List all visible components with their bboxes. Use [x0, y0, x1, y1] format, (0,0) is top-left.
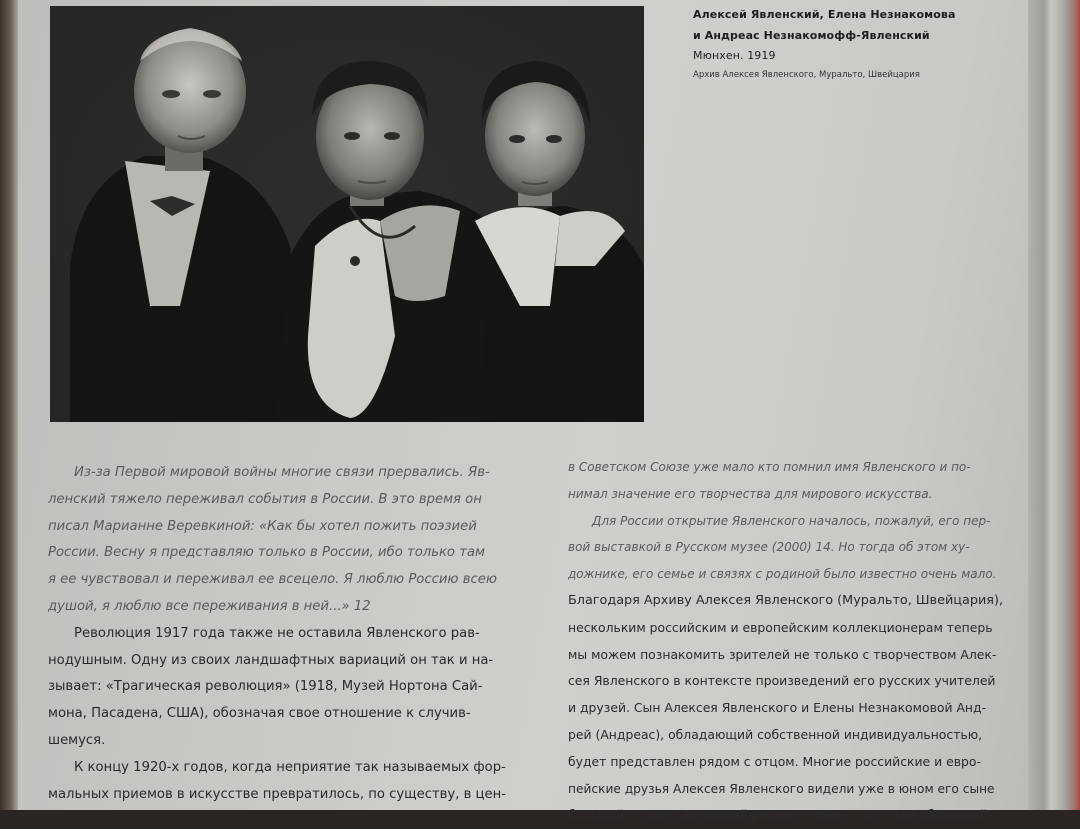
text-line: сея Явленского в контексте произведений его русских учителей: [568, 673, 996, 689]
photo-caption: [693, 4, 973, 83]
text-line: вой выставкой в Русском музее (2000) 14. Но тогда об этом ху-: [568, 540, 970, 555]
text-line: шемуся.: [48, 732, 106, 748]
text-line: Для России открытие Явленского началось, пожалуй, его пер-: [592, 513, 991, 528]
text-line: мальных приемов в искусстве превратилось, по существу, в цен-: [48, 786, 507, 802]
text-line: мы можем познакомить зрителей не только с творчеством Алек-: [568, 646, 997, 662]
text-line: писал Марианне Веревкиной: «Как бы хотел пожить поэзией: [48, 518, 477, 534]
text-line: России. Весну я представляю только в России, ибо только там: [48, 545, 485, 561]
text-line: Из-за Первой мировой войны многие связи прервались. Яв-: [74, 465, 490, 480]
text-line: Благодаря Архиву Алексея Явленского (Муральто, Швейцария),: [568, 592, 1004, 608]
text-line: зывает: «Трагическая революция» (1918, Музей Нортона Сай-: [48, 679, 483, 695]
caption-place-year: Мюнхен. 1919: [693, 49, 776, 62]
text-line: и друзей. Сын Алексея Явленского и Елены Незнакомовой Анд-: [568, 700, 987, 716]
text-column-left: [48, 460, 548, 808]
text-line: пейские друзья Алексея Явленского видели уже в юном его сыне: [568, 781, 995, 796]
page-binding-shadow: [0, 0, 18, 810]
historical-photograph: [50, 6, 644, 422]
text-line: нимал значение его творчества для мирового искусства.: [568, 486, 933, 501]
text-line: нескольким российским и европейским коллекционерам теперь: [568, 619, 993, 635]
text-column-right: [568, 454, 1038, 829]
text-line: Революция 1917 года также не оставила Явленского рав-: [74, 625, 480, 641]
text-line: я ее чувствовал и переживал ее всецело. Я люблю Россию всею: [48, 572, 497, 588]
text-line: будет представлен рядом с отцом. Многие российские и евро-: [568, 753, 981, 769]
text-line: в Советском Союзе уже мало кто помнил имя Явленского и по-: [568, 460, 971, 474]
text-line: мона, Пасадена, США), обозначая свое отношение к случив-: [48, 706, 471, 722]
text-line: дожнике, его семье и связях с родиной было известно очень мало.: [568, 567, 997, 582]
text-line: душой, я люблю все переживания в ней...» 12: [48, 598, 371, 614]
text-line: рей (Андреас), обладающий собственной индивидуальностью,: [568, 726, 983, 742]
caption-line: Алексей Явленский, Елена Незнакомова: [693, 8, 956, 21]
caption-archive: Архив Алексея Явленского, Муральто, Швейцария: [693, 70, 920, 80]
text-line: нодушным. Одну из своих ландшафтных вариаций он так и на-: [48, 652, 494, 668]
text-line: большой талант. Выросший рядом с отцом, с детства общавший-: [568, 808, 992, 823]
text-line: К концу 1920-х годов, когда неприятие так называемых фор-: [74, 759, 506, 775]
caption-line: и Андреас Незнакомофф-Явленский: [693, 29, 930, 42]
photo-illustration: [50, 6, 644, 422]
text-line: ленский тяжело переживал события в России. В это время он: [48, 491, 482, 507]
